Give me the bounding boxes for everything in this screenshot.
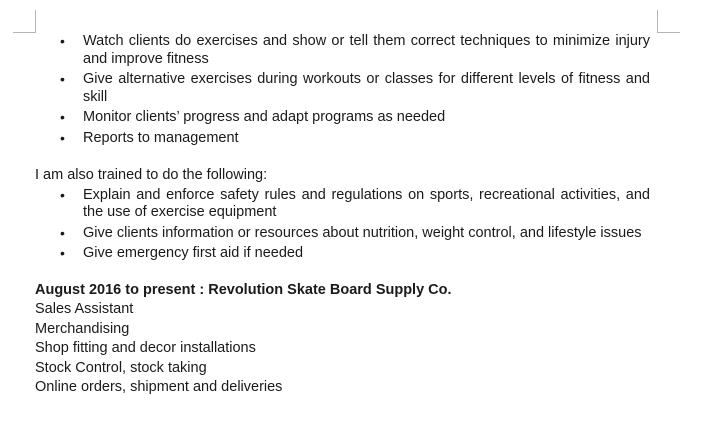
bullet-icon: •: [60, 186, 65, 203]
bullet-text: Monitor clients’ progress and adapt programs as needed: [83, 109, 446, 125]
bullet-item: [35, 33, 650, 68]
bullet-text: Give alternative exercises during workouts or classes for different levels of fitness and skill: [83, 71, 650, 105]
page-corner-mark-left: [13, 10, 36, 33]
bullet-icon: •: [60, 129, 65, 146]
training-intro-paragraph: I am also trained to do the following:: [35, 167, 268, 183]
bullet-icon: •: [60, 71, 65, 87]
bullet-text: Reports to management: [83, 129, 239, 146]
job-duty-line: Merchandising: [35, 320, 130, 337]
job-duty-line: Online orders, shipment and deliveries: [35, 379, 283, 395]
job-duty-line: Stock Control, stock taking: [35, 359, 207, 376]
document-body[interactable]: [35, 33, 650, 398]
bullet-text: Give clients information or resources about nutrition, weight control, and lifestyle issues: [83, 224, 642, 241]
bullet-item: [35, 109, 650, 127]
page-corner-mark-right: [657, 10, 680, 33]
duties-bullet-list: [35, 33, 650, 147]
job-duty-line: Sales Assistant: [35, 301, 134, 317]
bullet-item: [35, 245, 650, 263]
bullet-icon: •: [60, 224, 65, 241]
training-bullet-list: [35, 187, 650, 263]
job-duty-line: Shop fitting and decor installations: [35, 340, 256, 356]
bullet-item: [35, 187, 650, 222]
bullet-text: Watch clients do exercises and show or tell them correct techniques to minimize injury and improve fitness: [83, 33, 650, 67]
bullet-item: [35, 71, 650, 106]
job-header: August 2016 to present : Revolution Skate Board Supply Co.: [35, 281, 452, 298]
bullet-text: Explain and enforce safety rules and regulations on sports, recreational activities, and the use of exercise equipment: [83, 186, 650, 220]
bullet-icon: •: [60, 109, 65, 125]
bullet-item: [35, 130, 650, 148]
bullet-icon: •: [60, 33, 65, 49]
bullet-text: Give emergency first aid if needed: [83, 245, 304, 261]
bullet-item: [35, 225, 650, 243]
bullet-icon: •: [60, 245, 65, 261]
